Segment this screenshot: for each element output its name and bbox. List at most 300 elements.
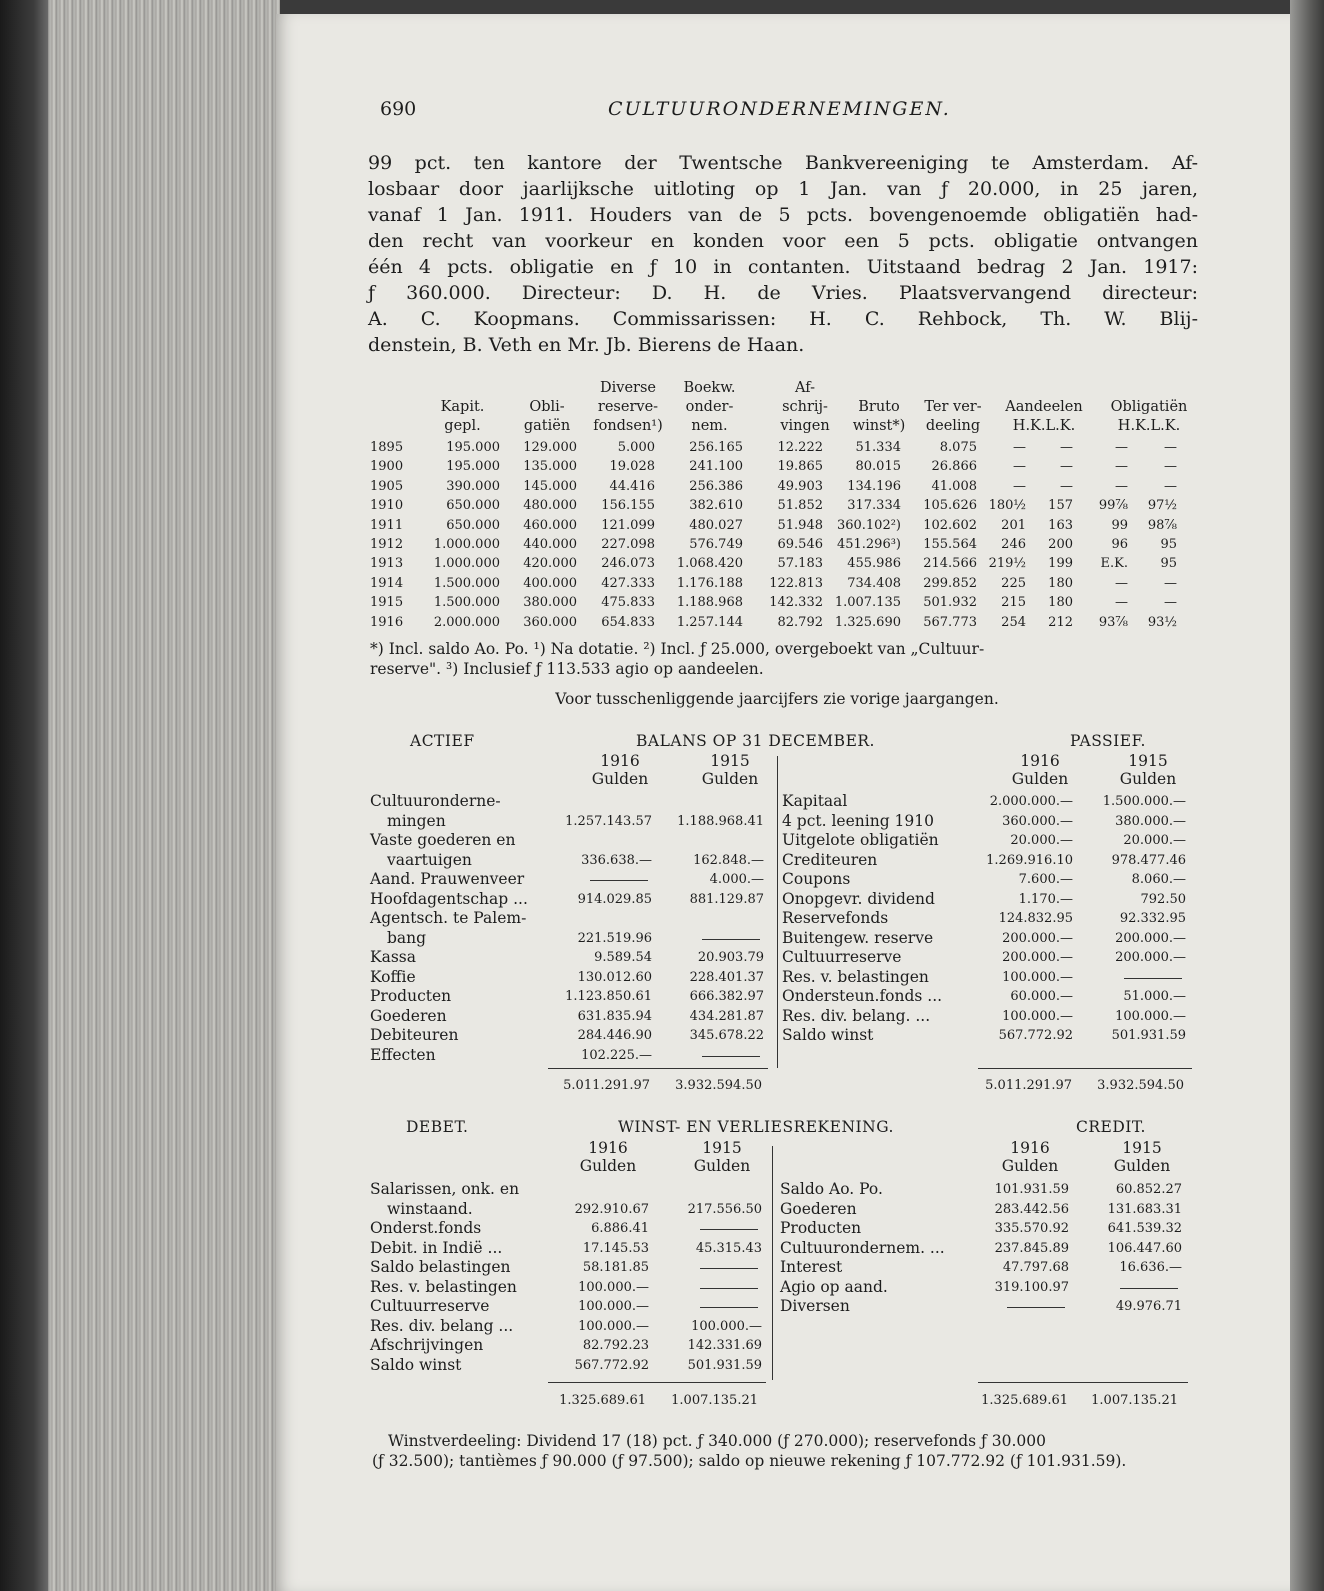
stats-value-cell: 400.000 [523,575,577,591]
stats-value-cell: 82.792 [777,614,823,630]
book-binding-shadow [0,0,48,1591]
total-rule [548,1382,766,1383]
passief-value-1915: 1.500.000.— [1102,794,1186,809]
debet-label: Res. v. belastingen [370,1277,517,1296]
stats-value-cell: 195.000 [446,459,500,475]
passief-value-1915: 200.000.— [1115,930,1186,946]
stats-value-cell: 475.833 [601,595,655,611]
credit-value-1916: 283.442.56 [994,1201,1069,1217]
stats-value-cell: 246.073 [601,556,655,572]
credit-value-1915: 16.636.— [1119,1260,1182,1275]
stats-value-cell: 155.564 [923,537,977,552]
stats-value-cell: 195.000 [446,440,500,455]
stats-year-cell: 1905 [370,478,404,494]
passief-value-1916: 124.832.95 [998,911,1073,926]
stats-value-cell: — [1060,478,1073,494]
credit-value-1915: 60.852.27 [1115,1182,1182,1197]
stats-value-cell: — [1164,440,1177,455]
debet-value-1916: 100.000.— [578,1299,649,1314]
stats-value-cell: 93⅞ [1098,614,1128,630]
passief-label: Res. div. belang. ... [782,1006,931,1025]
stats-value-cell: 1.068.420 [676,556,743,572]
passief-label: Uitgelote obligatiën [782,831,939,849]
actief-value-1915: 162.848.— [693,852,764,868]
debet-value-1915: 100.000.— [691,1318,762,1334]
stats-value-cell: 317.334 [847,498,901,514]
passief-label: 4 pct. leening 1910 [782,811,934,830]
stats-value-cell: 299.852 [923,575,977,591]
stats-value-cell: — [1115,595,1128,611]
paragraph-line: losbaar door jaarlijksche uitloting op 1 Jan. van ƒ 20.000, in 25 jaren, [368,178,1198,200]
passief-value-1916: 2.000.000.— [989,794,1073,809]
stats-footnote: reserve". ³) Inclusief ƒ 113.533 agio op aandeelen. [370,660,764,678]
stats-value-cell: 102.602 [923,517,977,533]
balance-passief-title: PASSIEF. [1070,732,1146,750]
passief-value-1916: 567.772.92 [998,1028,1073,1043]
stats-row [370,615,1200,634]
stats-value-cell: — [1060,440,1073,455]
total-rule [978,1382,1188,1383]
total-rule [548,1068,768,1069]
passief-label: Onopgevr. dividend [782,889,935,908]
stats-value-cell: 219½ [988,556,1026,572]
passief-label: Ondersteun.fonds ... [782,987,943,1005]
actief-value-1915: 228.401.37 [689,969,764,985]
passief-value-1916: 100.000.— [1002,1008,1073,1024]
stats-value-cell: 99 [1111,517,1128,533]
actief-value-1915: 666.382.97 [689,989,764,1004]
stats-value-cell: 98⅞ [1147,517,1177,533]
stats-value-cell: 480.027 [689,517,743,533]
credit-value-1915: 49.976.71 [1115,1299,1182,1314]
stats-value-cell: 93½ [1147,614,1177,630]
book-right-edge [1290,0,1324,1591]
stats-value-cell: 256.386 [689,478,743,494]
paragraph-line: vanaf 1 Jan. 1911. Houders van de 5 pcts. bovengenoemde obligatiën had- [368,204,1198,226]
debet-value-1915: 45.315.43 [695,1240,762,1256]
header-terverdeeling: Ter ver- deeling [924,399,982,434]
header-obligaties: Obli- gatiën [523,399,571,434]
stats-value-cell: — [1115,575,1128,591]
credit-label: Saldo Ao. Po. [780,1180,883,1198]
actief-empty-dash [702,1056,760,1057]
header-kapit: Kapit. gepl. [440,399,485,434]
stats-value-cell: 156.155 [601,498,655,514]
stats-year-cell: 1910 [370,498,404,514]
intermediate-note-text: Voor tusschenliggende jaarcijfers zie vorige jaargangen. [555,690,999,708]
paragraph-line: denstein, B. Veth en Mr. Jb. Bierens de Haan. [368,334,805,356]
credit-label: Diversen [780,1297,850,1315]
paragraph-line: ƒ 360.000. Directeur: D. H. de Vries. Plaatsvervangend directeur: [368,282,1198,304]
actief-label: Effecten [370,1045,436,1064]
debet-value-1916: 292.910.67 [574,1201,649,1217]
actief-value-1915: 881.129.87 [689,891,764,907]
pnl-total-debet-1916: 1.325.689.61 [559,1393,646,1408]
stats-value-cell: 19.865 [777,459,823,475]
stats-value-cell: 180 [1048,595,1073,611]
debet-label: Salarissen, onk. en [370,1180,520,1198]
stats-value-cell: 180 [1048,575,1073,591]
debet-value-1916: 82.792.23 [582,1338,649,1353]
passief-value-1915: 978.477.46 [1111,852,1186,868]
body-paragraph [368,150,1198,358]
actief-value-1916: 221.519.96 [577,930,652,946]
stats-value-cell: — [1164,459,1177,475]
balance-total-passief-1916: 5.011.291.97 [985,1078,1072,1093]
passief-value-1915: 200.000.— [1115,950,1186,965]
stats-value-cell: 1.188.968 [676,595,743,611]
stats-value-cell: — [1013,440,1026,455]
credit-value-1916: 335.570.92 [994,1221,1069,1236]
stats-value-cell: 51.948 [777,517,823,533]
stats-value-cell: — [1060,459,1073,475]
pnl-year-header: 1916 Gulden [1001,1139,1059,1175]
running-title: CULTUURONDERNEMINGEN. [608,98,951,120]
actief-value-1916: 130.012.60 [577,969,652,985]
stats-value-cell: 427.333 [601,575,655,591]
stats-value-cell: 246 [1001,537,1026,552]
stats-value-cell: 69.546 [777,537,823,552]
actief-label: Debiteuren [370,1026,459,1044]
stats-value-cell: — [1013,459,1026,475]
pnl-year-header: 1915 Gulden [693,1139,751,1175]
stats-row [370,440,1200,459]
actief-empty-dash [590,880,648,881]
passief-label: Res. v. belastingen [782,967,929,986]
stats-footnote: *) Incl. saldo Ao. Po. ¹) Na dotatie. ²) Incl. ƒ 25.000, overgeboekt van „Cultuur- [370,640,985,658]
stats-value-cell: 1.500.000 [433,595,500,611]
actief-label: Vaste goederen en [370,831,516,849]
stats-value-cell: 135.000 [523,459,577,475]
stats-value-cell: 97½ [1147,498,1177,514]
actief-label: Goederen [370,1006,447,1025]
stats-value-cell: 142.332 [769,595,823,611]
passief-empty-dash [1124,978,1182,979]
stats-value-cell: 360.102²) [836,517,901,533]
passief-label: Buitengew. reserve [782,928,934,947]
intermediate-note [0,690,1324,708]
stats-value-cell: 256.165 [689,440,743,455]
debet-label: Cultuurreserve [370,1297,490,1315]
passief-value-1915: 792.50 [1140,891,1186,907]
stats-value-cell: 157 [1048,498,1073,514]
actief-value-1916: 914.029.85 [577,891,652,907]
stats-value-cell: 49.903 [777,478,823,494]
stats-value-cell: 12.222 [777,440,823,455]
balance-year-header: 1915 Gulden [701,752,759,788]
page-number: 690 [380,98,417,120]
passief-value-1916: 360.000.— [1002,813,1073,829]
stats-year-cell: 1916 [370,614,404,630]
stats-value-cell: 1.000.000 [433,556,500,572]
stats-value-cell: 576.749 [689,537,743,552]
passief-value-1915: 20.000.— [1123,833,1186,848]
stats-value-cell: 460.000 [523,517,577,533]
credit-value-1915: 106.447.60 [1107,1240,1182,1256]
actief-label: Kassa [370,948,416,966]
stats-value-cell: 1.325.690 [834,614,901,630]
stats-value-cell: 180½ [988,498,1026,514]
actief-value-1915: 434.281.87 [689,1008,764,1024]
debet-label: Saldo belastingen [370,1258,511,1276]
stats-value-cell: 163 [1048,517,1073,533]
stats-value-cell: 201 [1001,517,1026,533]
credit-label: Cultuurondernem. ... [780,1238,945,1257]
stats-value-cell: 734.408 [847,575,901,591]
debet-label: Res. div. belang ... [370,1316,514,1335]
stats-value-cell: — [1164,478,1177,494]
passief-value-1915: 100.000.— [1115,1008,1186,1024]
actief-label: Hoofdagentschap ... [370,889,528,908]
stats-value-cell: 105.626 [923,498,977,514]
stats-year-cell: 1911 [370,517,404,533]
stats-value-cell: 129.000 [523,440,577,455]
stats-value-cell: 95 [1160,556,1177,572]
debet-value-1916: 567.772.92 [574,1357,649,1373]
balance-year-header: 1916 Gulden [1011,752,1069,788]
actief-label: Cultuuronderne- [370,792,501,810]
stats-value-cell: 99⅞ [1098,498,1128,514]
actief-value-1915: 20.903.79 [697,950,764,965]
credit-label: Producten [780,1219,862,1237]
balance-title: BALANS OP 31 DECEMBER. [636,732,875,750]
stats-value-cell: 51.852 [777,498,823,514]
stats-value-cell: 51.334 [855,440,901,455]
credit-empty-dash [1007,1307,1065,1308]
balance-actief-title: ACTIEF [410,732,475,750]
stats-value-cell: 41.008 [931,478,977,494]
profit-distribution: (ƒ 32.500); tantièmes ƒ 90.000 (ƒ 97.500); saldo op nieuwe rekening ƒ 107.772.92 (ƒ 101.931.59). [372,1452,1127,1470]
credit-value-1916: 101.931.59 [994,1182,1069,1197]
actief-label-cont: vaartuigen [387,850,472,869]
credit-label: Agio op aand. [780,1277,888,1296]
stats-value-cell: 26.866 [931,459,977,475]
debet-value-1915: 217.556.50 [687,1201,762,1217]
header-aandeelen: Aandeelen H.K.L.K. [1005,399,1083,434]
stats-value-cell: 95 [1160,537,1177,552]
actief-value-1916: 102.225.— [581,1047,652,1063]
actief-value-1915: 4.000.— [709,872,764,887]
stats-value-cell: 57.183 [777,556,823,572]
actief-value-1916: 9.589.54 [594,950,652,965]
actief-label-cont: mingen [387,811,446,830]
balance-total-actief-1915: 3.932.594.50 [675,1078,762,1093]
stats-value-cell: 122.813 [769,575,823,591]
stats-row [370,556,1200,575]
stats-value-cell: 5.000 [617,440,655,455]
passief-value-1915: 8.060.— [1131,872,1186,887]
actief-label: Producten [370,987,452,1005]
debet-value-1916: 100.000.— [578,1279,649,1295]
credit-value-1916: 319.100.97 [994,1279,1069,1295]
passief-label: Kapitaal [782,792,848,810]
passief-label: Reservefonds [782,909,889,927]
passief-label: Saldo winst [782,1026,874,1044]
passief-value-1916: 1.269.916.10 [986,852,1073,868]
stats-value-cell: 254 [1001,614,1026,630]
stats-value-cell: 199 [1048,556,1073,572]
credit-value-1916: 47.797.68 [1002,1260,1069,1275]
stats-row [370,595,1200,614]
stats-year-cell: 1912 [370,537,404,552]
stats-value-cell: 214.566 [923,556,977,572]
stats-value-cell: E.K. [1100,556,1128,572]
passief-value-1915: 51.000.— [1123,989,1186,1004]
passief-value-1916: 1.170.— [1018,891,1073,907]
balance-divider [777,756,778,1068]
stats-value-cell: 455.986 [847,556,901,572]
stats-value-cell: 1.000.000 [433,537,500,552]
passief-value-1916: 7.600.— [1018,872,1073,887]
stats-value-cell: 1.257.144 [676,614,743,630]
actief-value-1916: 631.835.94 [577,1008,652,1024]
stats-year-cell: 1913 [370,556,404,572]
actief-label: Agentsch. te Palem- [370,909,527,927]
debet-value-1916: 6.886.41 [591,1221,649,1236]
balance-total-passief-1915: 3.932.594.50 [1097,1078,1184,1093]
stats-year-cell: 1914 [370,575,404,591]
pnl-total-debet-1915: 1.007.135.21 [671,1393,758,1408]
actief-value-1916: 1.257.143.57 [565,813,652,829]
passief-value-1916: 100.000.— [1002,969,1073,985]
debet-empty-dash [700,1307,758,1308]
stats-value-cell: — [1115,459,1128,475]
actief-empty-dash [702,939,760,940]
debet-value-1916: 100.000.— [578,1318,649,1334]
stats-value-cell: 567.773 [923,614,977,630]
pnl-year-header: 1916 Gulden [579,1139,637,1175]
stats-value-cell: — [1115,478,1128,494]
stats-value-cell: 96 [1111,537,1128,552]
credit-empty-dash [1120,1288,1178,1289]
passief-value-1916: 20.000.— [1010,833,1073,848]
stats-value-cell: 1.176.188 [676,575,743,591]
stats-value-cell: 80.015 [855,459,901,475]
passief-label: Crediteuren [782,850,878,869]
stats-value-cell: 241.100 [689,459,743,475]
debet-label: Debit. in Indië ... [370,1238,503,1257]
debet-label: Afschrijvingen [370,1336,484,1354]
stats-row [370,459,1200,478]
pnl-total-credit-1915: 1.007.135.21 [1091,1393,1178,1408]
stats-value-cell: 654.833 [601,614,655,630]
balance-total-actief-1916: 5.011.291.97 [563,1078,650,1093]
stats-value-cell: 650.000 [446,517,500,533]
debet-label: Saldo winst [370,1355,462,1374]
paragraph-line: den recht van voorkeur en konden voor een 5 pcts. obligatie ontvangen [368,230,1198,252]
credit-value-1916: 237.845.89 [994,1240,1069,1256]
stats-value-cell: — [1115,440,1128,455]
pnl-divider [772,1146,773,1380]
passief-value-1916: 200.000.— [1002,930,1073,946]
passief-value-1915: 501.931.59 [1111,1028,1186,1043]
stats-value-cell: 19.028 [609,459,655,475]
debet-empty-dash [700,1229,758,1230]
stats-value-cell: 227.098 [601,537,655,552]
stats-value-cell: 1.500.000 [433,575,500,591]
header-bruto-winst: Bruto winst*) [852,399,906,434]
credit-label: Interest [780,1258,843,1276]
paragraph-line: één 4 pcts. obligatie en ƒ 10 in contanten. Uitstaand bedrag 2 Jan. 1917: [368,256,1198,278]
debet-value-1916: 17.145.53 [582,1240,649,1256]
debet-label: Onderst.fonds [370,1219,482,1237]
actief-value-1916: 284.446.90 [577,1028,652,1043]
passief-value-1916: 200.000.— [1002,950,1073,965]
actief-value-1916: 1.123.850.61 [565,989,652,1004]
balance-year-header: 1916 Gulden [591,752,649,788]
debet-label-cont: winstaand. [387,1199,473,1218]
stats-value-cell: 360.000 [523,614,577,630]
pnl-debet-title: DEBET. [406,1118,469,1136]
actief-value-1915: 1.188.968.41 [677,813,764,829]
stats-row [370,576,1200,595]
debet-value-1916: 58.181.85 [582,1260,649,1275]
stats-value-cell: 451.296³) [836,537,901,552]
stats-year-cell: 1915 [370,595,404,611]
stats-row [370,479,1200,498]
stats-value-cell: — [1164,595,1177,611]
passief-label: Coupons [782,870,851,888]
stats-value-cell: — [1013,478,1026,494]
total-rule [978,1068,1192,1069]
stats-value-cell: 134.196 [847,478,901,494]
stats-value-cell: 200 [1048,537,1073,552]
stats-value-cell: 225 [1001,575,1026,591]
stats-value-cell: 390.000 [446,478,500,494]
debet-empty-dash [700,1268,758,1269]
header-boekwaarde: Boekw. onder- nem. [683,380,736,434]
balance-year-header: 1915 Gulden [1119,752,1177,788]
stats-value-cell: 2.000.000 [433,614,500,630]
stats-value-cell: 382.610 [689,498,743,514]
stats-year-cell: 1895 [370,440,404,455]
stats-value-cell: 650.000 [446,498,500,514]
stats-value-cell: 380.000 [523,595,577,611]
stats-value-cell: 501.932 [923,595,977,611]
debet-value-1915: 142.331.69 [687,1338,762,1353]
actief-label: Koffie [370,967,416,986]
credit-label: Goederen [780,1199,857,1218]
stats-value-cell: 420.000 [523,556,577,572]
pnl-total-credit-1916: 1.325.689.61 [981,1393,1068,1408]
stats-value-cell: 121.099 [601,517,655,533]
passief-value-1916: 60.000.— [1010,989,1073,1004]
header-afschrijvingen: Af- schrij- vingen [780,380,830,434]
stats-row [370,498,1200,517]
credit-value-1915: 641.539.32 [1107,1221,1182,1236]
passief-label: Cultuurreserve [782,948,902,966]
actief-label-cont: bang [387,928,427,947]
passief-value-1915: 92.332.95 [1119,911,1186,926]
stats-row [370,537,1200,556]
paragraph-line: A. C. Koopmans. Commissarissen: H. C. Rehbock, Th. W. Blij- [368,308,1198,330]
actief-value-1915: 345.678.22 [689,1028,764,1043]
credit-value-1915: 131.683.31 [1107,1201,1182,1217]
debet-value-1915: 501.931.59 [687,1357,762,1373]
profit-distribution: Winstverdeeling: Dividend 17 (18) pct. ƒ 340.000 (ƒ 270.000); reservefonds ƒ 30.000 [388,1432,1046,1450]
passief-value-1915: 380.000.— [1115,813,1186,829]
stats-value-cell: 145.000 [523,478,577,494]
stats-value-cell: — [1164,575,1177,591]
header-obligatien: Obligatiën H.K.L.K. [1110,399,1188,434]
stats-year-cell: 1900 [370,459,404,475]
stats-value-cell: 440.000 [523,537,577,552]
actief-label: Aand. Prauwenveer [370,870,525,888]
pnl-title: WINST- EN VERLIESREKENING. [618,1118,894,1136]
actief-value-1916: 336.638.— [581,852,652,868]
paragraph-line: 99 pct. ten kantore der Twentsche Bankvereeniging te Amsterdam. Af- [368,152,1198,174]
debet-empty-dash [700,1288,758,1289]
